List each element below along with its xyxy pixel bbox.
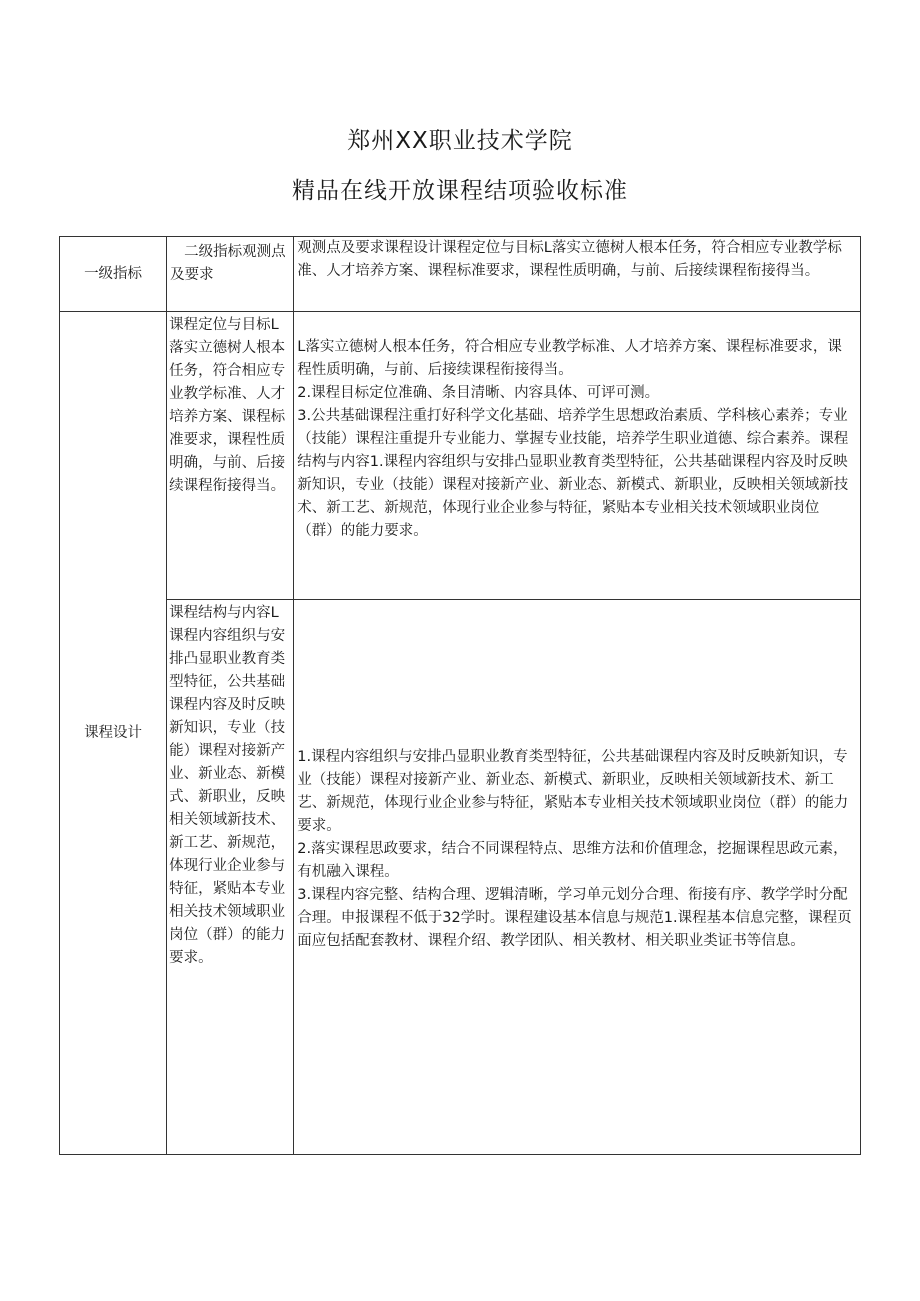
header-level1: 一级指标 <box>60 237 167 312</box>
header-observation: 观测点及要求课程设计课程定位与目标L落实立德树人根本任务，符合相应专业教学标准、人才培养方案、课程标准要求，课程性质明确，与前、后接续课程衔接得当。 <box>294 237 861 312</box>
table-header-row <box>60 237 861 312</box>
requirement-item: L落实立德树人根本任务，符合相应专业教学标准、人才培养方案、课程标准要求，课程性质明确，与前、后接续课程衔接得当。 <box>297 339 842 378</box>
requirement-item: 3.课程内容完整、结构合理、逻辑清晰，学习单元划分合理、衔接有序、教学学时分配合理。申报课程不低于32学时。课程建设基本信息与规范1.课程基本信息完整，课程页面应包括配套教材、课程介绍、教学团队、相关教材、相关职业类证书等信息。 <box>297 887 852 949</box>
level2-positioning-goal: 课程定位与目标L落实立德树人根本任务，符合相应专业教学标准、人才培养方案、课程标准要求，课程性质明确，与前、后接续课程衔接得当。 <box>167 312 294 600</box>
table-row <box>60 600 861 1155</box>
level1-course-design: 课程设计 <box>60 312 167 1155</box>
criteria-table <box>59 236 861 1155</box>
level2-structure-content: 课程结构与内容L课程内容组织与安排凸显职业教育类型特征，公共基础课程内容及时反映新知识，专业（技能）课程对接新产业、新业态、新模式、新职业，反映相关领域新技术、新工艺、新规范，体现行业企业参与特征，紧贴本专业相关技术领域职业岗位（群）的能力要求。 <box>167 600 294 1155</box>
table-row <box>60 312 861 600</box>
document-title: 精品在线开放课程结项验收标准 <box>292 178 628 204</box>
requirements-cell <box>294 312 861 600</box>
requirement-item: 2.落实课程思政要求，结合不同课程特点、思维方法和价值理念，挖掘课程思政元素，有机融入课程。 <box>297 841 848 880</box>
requirement-item: 3.公共基础课程注重打好科学文化基础、培养学生思想政治素质、学科核心素养；专业（技能）课程注重提升专业能力、掌握专业技能，培养学生职业道德、综合素养。课程结构与内容1.课程内容组织与安排凸显职业教育类型特征，公共基础课程内容及时反映新知识，专业（技能）课程对接新产业、新业态、新模式、新职业，反映相关领域新技术、新工艺、新规范，体现行业企业参与特征，紧贴本专业相关技术领域职业岗位（群）的能力要求。 <box>297 408 849 539</box>
requirement-item: 1.课程内容组织与安排凸显职业教育类型特征，公共基础课程内容及时反映新知识，专业（技能）课程对接新产业、新业态、新模式、新职业，反映相关领域新技术、新工艺、新规范，体现行业企业参与特征，紧贴本专业相关技术领域职业岗位（群）的能力要求。 <box>297 749 849 834</box>
requirement-item: 2.课程目标定位准确、条目清晰、内容具体、可评可测。 <box>297 385 660 401</box>
requirements-cell <box>294 600 861 1155</box>
school-name: 郑州XX职业技术学院 <box>347 128 573 154</box>
header-level2: 二级指标观测点及要求 <box>167 237 294 312</box>
